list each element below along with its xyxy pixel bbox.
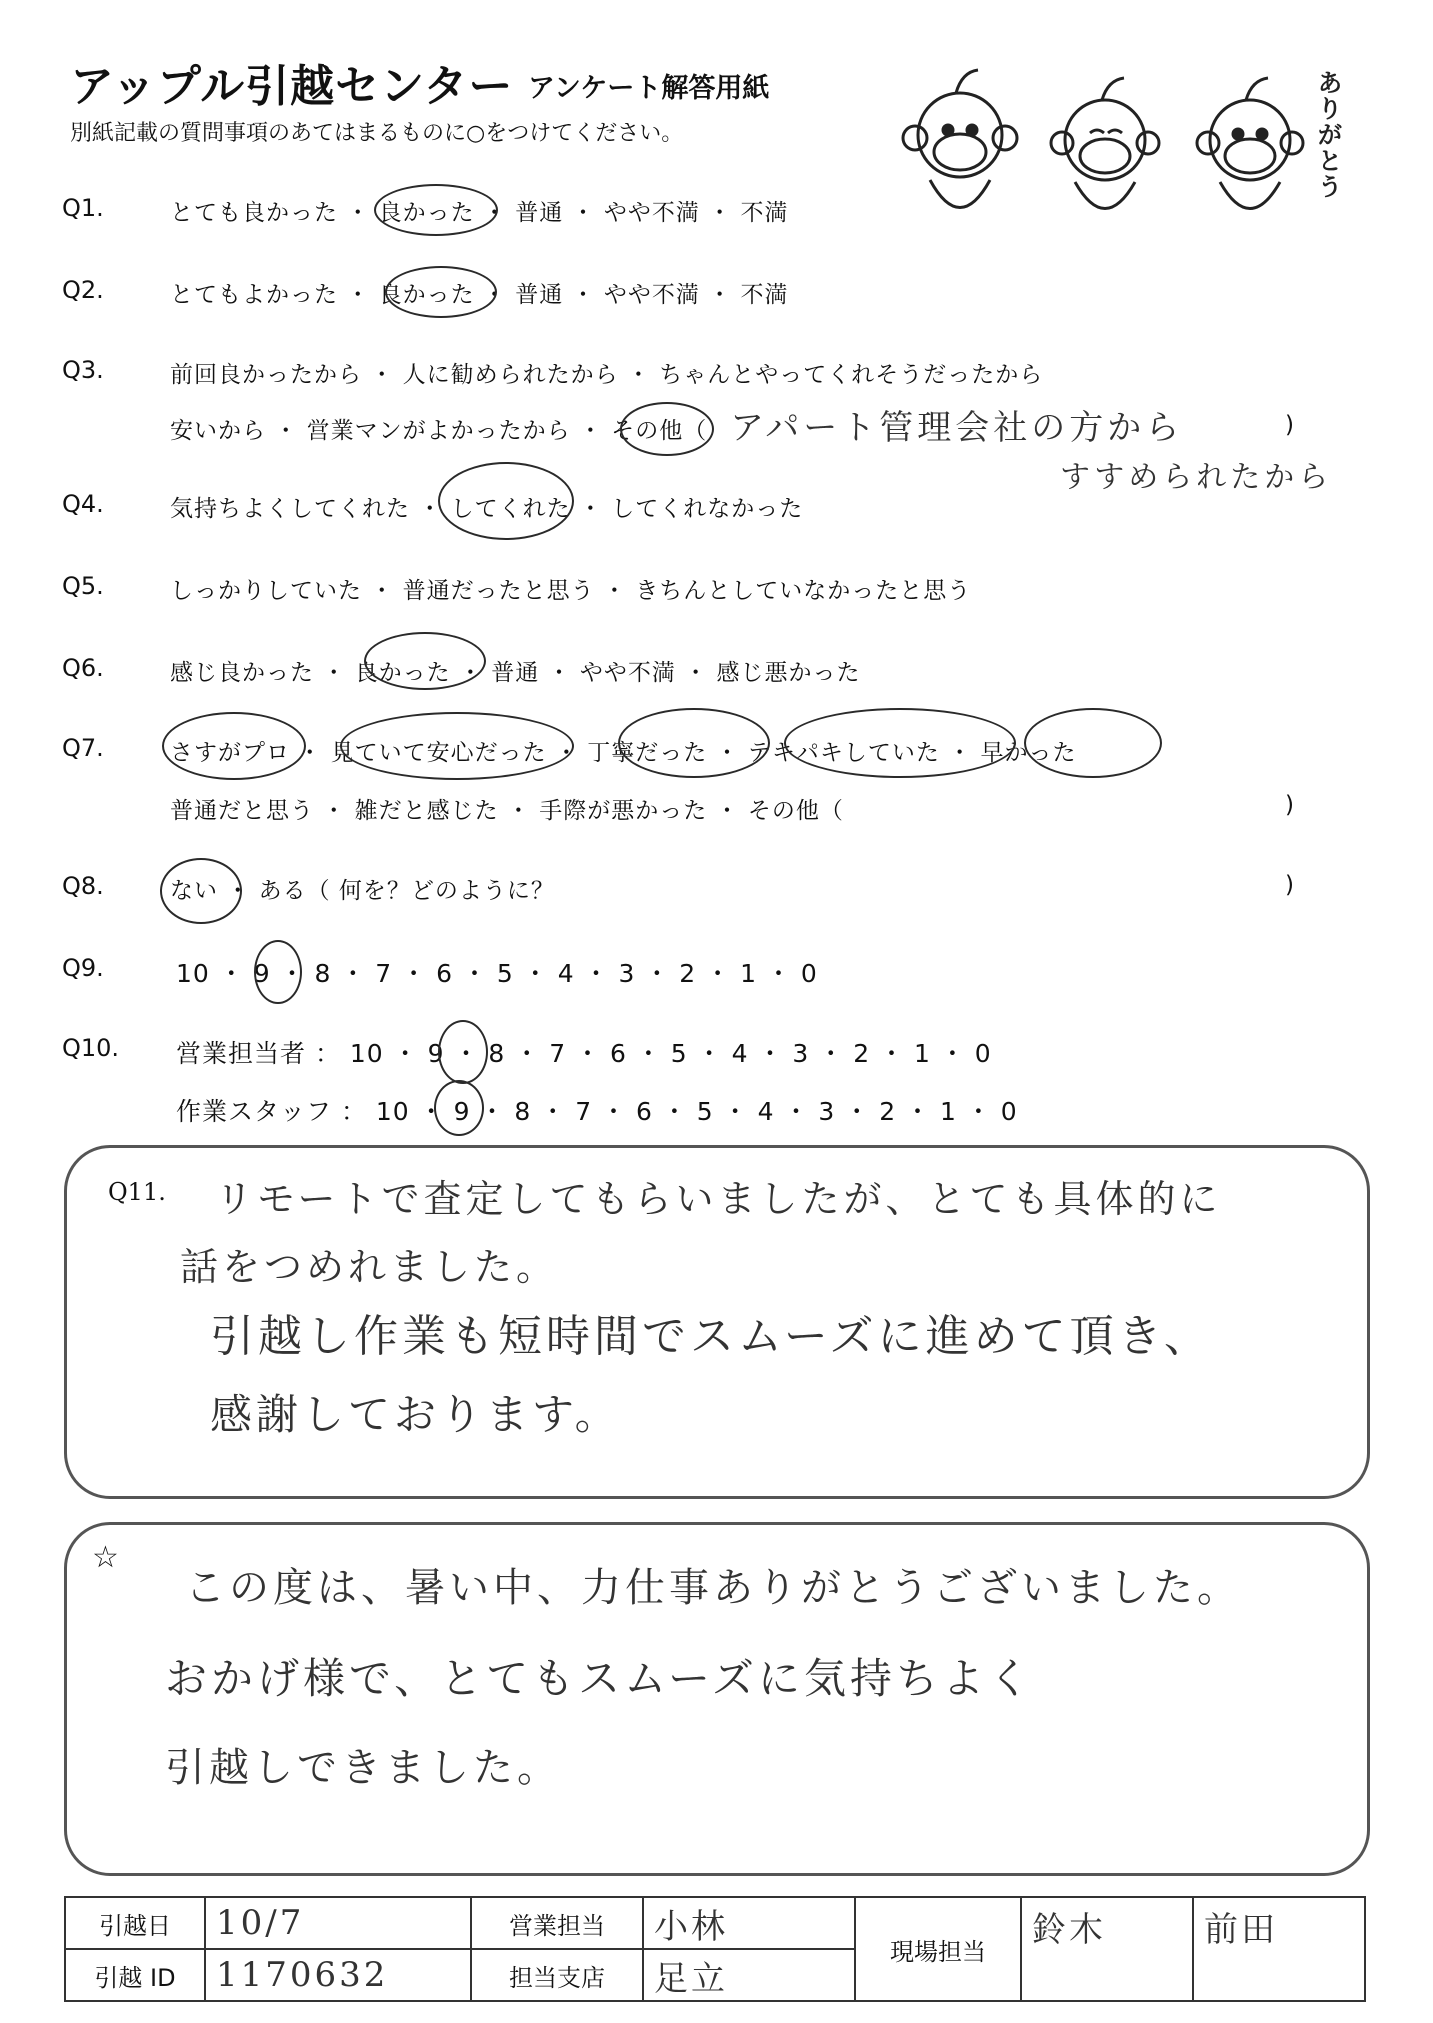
instructions: 別紙記載の質問事項のあてはまるものに○をつけてください。 — [70, 121, 684, 146]
q3-handwritten-other-line1: アパート管理会社の方から — [730, 408, 1184, 448]
q5-label: Q5. — [62, 572, 104, 600]
q7-close-paren: ) — [1285, 792, 1295, 818]
q2-selection-circle — [385, 266, 497, 318]
move-date-value: 10/7 — [205, 1897, 471, 1949]
q6-options: 感じ良かった ・ 良かった ・ 普通 ・ やや不満 ・ 感じ悪かった — [170, 660, 861, 686]
q9-selection-circle — [254, 940, 302, 1004]
q3-options-line2: 安いから ・ 営業マンがよかったから ・ その他（ — [170, 418, 708, 444]
q4-options: 気持ちよくしてくれた ・ してくれた ・ してくれなかった — [170, 496, 804, 522]
q7-selection-circle-4 — [784, 708, 1016, 778]
q11-label: Q11. — [108, 1178, 166, 1206]
site-staff-1: 鈴木 — [1021, 1897, 1193, 2001]
move-id-label: 引越 ID — [65, 1949, 205, 2001]
q6-selection-circle — [364, 632, 486, 690]
move-date-label: 引越日 — [65, 1897, 205, 1949]
q8-label: Q8. — [62, 872, 104, 900]
q7-label: Q7. — [62, 734, 104, 762]
q3-selection-circle — [620, 402, 714, 456]
q10-sales-scale: 営業担当者 ： 10 ・ 9 ・ 8 ・ 7 ・ 6 ・ 5 ・ 4 ・ 3 ・ 2 ・ 1 ・ 0 — [176, 1039, 992, 1068]
q10-sales-selection-circle — [438, 1020, 488, 1084]
q11-handwritten-line3: 引越し作業も短時間でスムーズに進めて頂き、 — [210, 1311, 1212, 1362]
q7-selection-circle-2 — [340, 712, 574, 780]
q9-scale: 10 ・ 9 ・ 8 ・ 7 ・ 6 ・ 5 ・ 4 ・ 3 ・ 2 ・ 1 ・ 0 — [176, 959, 818, 988]
star-icon: ☆ — [92, 1540, 119, 1575]
q10-label: Q10. — [62, 1034, 120, 1062]
thanks-vertical-text: ありがとう — [1318, 69, 1342, 201]
q3-close-paren: ) — [1285, 412, 1295, 438]
q3-handwritten-other-line2: すすめられたから — [1060, 460, 1333, 495]
q9-label: Q9. — [62, 954, 104, 982]
q2-label: Q2. — [62, 276, 104, 304]
q7-options-line2: 普通だと思う ・ 雑だと感じた ・ 手際が悪かった ・ その他（ — [170, 798, 844, 824]
branch-value: 足立 — [643, 1949, 855, 2001]
q1-label: Q1. — [62, 194, 104, 222]
q8-selection-circle — [160, 858, 242, 924]
q7-selection-circle-1 — [162, 712, 306, 780]
q4-selection-circle — [438, 462, 574, 540]
comment-handwritten-line2: おかげ様で、とてもスムーズに気持ちよく — [165, 1654, 1034, 1703]
q7-selection-circle-3 — [618, 708, 770, 778]
q1-options: とても良かった ・ 良かった ・ 普通 ・ やや不満 ・ 不満 — [170, 200, 789, 226]
monkey-mascot-center — [1051, 78, 1159, 209]
q10-staff-scale: 作業スタッフ ： 10 ・ 9 ・ 8 ・ 7 ・ 6 ・ 5 ・ 4 ・ 3 ・ 2 ・ 1 ・ 0 — [176, 1097, 1018, 1126]
sales-value: 小林 — [643, 1897, 855, 1949]
sales-label: 営業担当 — [471, 1897, 643, 1949]
q2-options: とてもよかった ・ 良かった ・ 普通 ・ やや不満 ・ 不満 — [170, 282, 789, 308]
q11-handwritten-line2: 話をつめれました。 — [180, 1245, 559, 1289]
q6-label: Q6. — [62, 654, 104, 682]
q1-selection-circle — [374, 184, 498, 236]
q11-handwritten-line1: リモートで査定してもらいましたが、とても具体的に — [215, 1177, 1222, 1221]
q3-label: Q3. — [62, 356, 104, 384]
move-id-value: 1170632 — [205, 1949, 471, 2001]
monkey-mascot-right — [1197, 78, 1303, 209]
q11-handwritten-line4: 感謝しております。 — [210, 1390, 621, 1439]
move-info-table — [64, 1896, 1366, 2002]
company-title: アップル引越センター — [70, 61, 514, 112]
q4-label: Q4. — [62, 490, 104, 518]
q7-selection-circle-5 — [1024, 708, 1162, 778]
monkey-mascots-illustration — [890, 60, 1350, 240]
site-staff-label: 現場担当 — [855, 1897, 1021, 2001]
q8-options: ない ・ ある（ 何を？どのように？ — [170, 878, 555, 904]
comment-handwritten-line3: 引越しできました。 — [165, 1745, 561, 1791]
q8-close-paren: ) — [1285, 872, 1295, 898]
q10-staff-selection-circle — [434, 1080, 484, 1136]
site-staff-2: 前田 — [1193, 1897, 1365, 2001]
form-subtitle: アンケート解答用紙 — [528, 73, 770, 104]
comment-handwritten-line1: この度は、暑い中、力仕事ありがとうございました。 — [185, 1565, 1241, 1611]
q5-options: しっかりしていた ・ 普通だったと思う ・ きちんとしていなかったと思う — [170, 578, 972, 604]
q7-options-line1: さすがプロ ・ 見ていて安心だった ・ 丁寧だった ・ テキパキしていた ・ 早かった — [170, 740, 1077, 766]
q3-options-line1: 前回良かったから ・ 人に勧められたから ・ ちゃんとやってくれそうだったから — [170, 362, 1044, 388]
branch-label: 担当支店 — [471, 1949, 643, 2001]
monkey-mascot-left — [903, 70, 1017, 208]
